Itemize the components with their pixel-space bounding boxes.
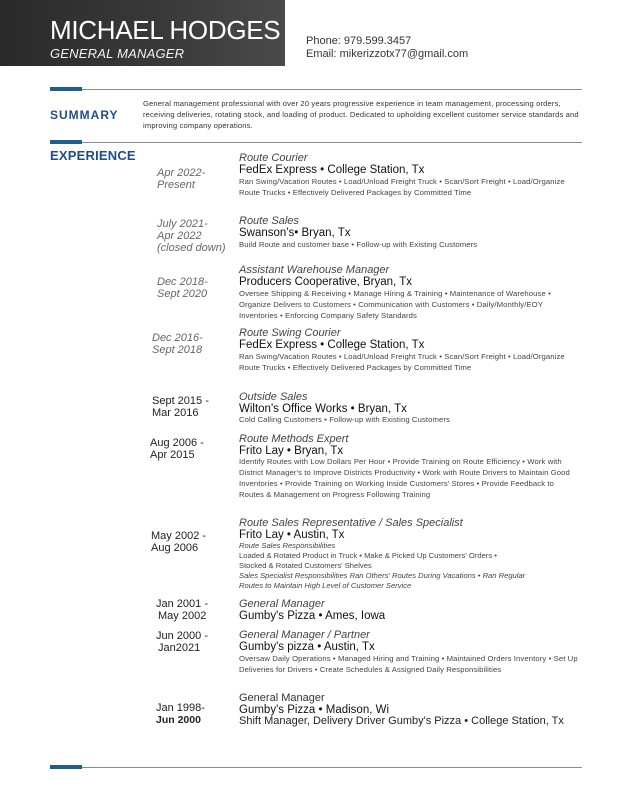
entry-date: Jan 2001 - May 2002 xyxy=(156,598,208,622)
entry-company: FedEx Express • College Station, Tx xyxy=(239,164,425,176)
entry-role: General Manager xyxy=(239,598,325,610)
entry-line: Routes to Maintain High Level of Customer Service xyxy=(239,581,412,590)
entry-date: Jan 1998- Jun 2000 xyxy=(156,702,205,726)
entry-description: Oversee Shipping & Receiving • Manage Hiring & Training • Maintenance of Warehouse • Organize Delivers to Customers • Communication with Customers • Daily/Monthly/EOY Inventories • Enforcing Company Safety Standards xyxy=(239,289,551,320)
contact-info xyxy=(306,35,468,61)
candidate-name: MICHAEL HODGES xyxy=(50,15,281,45)
entry-date: Dec 2016- Sept 2018 xyxy=(152,332,203,356)
summary-top-rule xyxy=(50,89,582,90)
entry-line: Sales Specialist Responsibilities Ran Others' Routes During Vacations • Ran Regular xyxy=(239,571,526,580)
summary-top-accent xyxy=(50,87,82,91)
footer-accent xyxy=(50,765,82,769)
footer-rule xyxy=(50,767,582,768)
entry-company: Gumby's Pizza • Madison, Wi xyxy=(239,704,390,716)
entry-role: General Manager / Partner xyxy=(239,629,370,641)
entry-date: May 2002 - Aug 2006 xyxy=(151,530,207,554)
entry-company: Gumby's Pizza • Ames, Iowa xyxy=(239,610,386,622)
email: Email: mikerizzotx77@gmail.com xyxy=(306,48,469,60)
entry-role: Route Courier xyxy=(239,152,308,164)
entry-company: Swanson's• Bryan, Tx xyxy=(239,227,351,239)
entry-role: Route Sales xyxy=(239,215,299,227)
entry-date: Sept 2015 - Mar 2016 xyxy=(152,395,209,419)
summary-bottom-rule xyxy=(50,142,582,143)
entry-description: Ran Swing/Vacation Routes • Load/Unload Freight Truck • Scan/Sort Freight • Load/Organize Route Trucks • Effectively Delivered Packages by Committed Time xyxy=(239,177,565,197)
entry-role: Route Swing Courier xyxy=(239,327,341,339)
entry-company: Frito Lay • Austin, Tx xyxy=(239,529,345,541)
entry-description: Identify Routes with Low Dollars Per Hour • Provide Training on Route Efficiency • Work with District Manager's to Improve Districts Productivity • Work with Route Drivers to Maintain Good Inventories • Provide Training on Working Inside Customers' Stores • Provide Feedback to Routes & Management on Progress Following Training xyxy=(239,457,570,499)
experience-heading: EXPERIENCE xyxy=(50,148,136,163)
entry-description: Cold Calling Customers • Follow-up with Existing Customers xyxy=(239,415,450,424)
entry-role: General Manager xyxy=(239,692,325,704)
entry-date: July 2021- Apr 2022 (closed down) xyxy=(157,218,226,254)
entry-date: Dec 2018- Sept 2020 xyxy=(157,276,208,300)
phone: Phone: 979.599.3457 xyxy=(306,35,412,47)
entry-role: Route Sales Representative / Sales Specialist xyxy=(239,517,463,529)
summary-text: General management professional with over 20 years progressive experience in team management, processing orders, receiving deliveries, rotating stock, and loading of product. Dedicated to upholding excellent customer service standards and improving company operations. xyxy=(143,99,579,130)
entry-company: Wilton's Office Works • Bryan, Tx xyxy=(239,403,407,415)
entry-role: Route Methods Expert xyxy=(239,433,349,445)
entry-company: FedEx Express • College Station, Tx xyxy=(239,339,425,351)
entry-line: Stocked & Rotated Customers' Shelves xyxy=(239,561,372,570)
entry-date: Apr 2022- Present xyxy=(157,167,206,191)
entry-date: Aug 2006 - Apr 2015 xyxy=(150,437,204,461)
entry-role: Assistant Warehouse Manager xyxy=(239,264,390,276)
entry-description: Oversaw Daily Operations • Managed Hiring and Training • Maintained Orders Inventory • Set Up Deliveries for Drivers • Create Schedules & Assigned Daily Responsibilities xyxy=(239,654,578,674)
entry-company: Frito Lay • Bryan, Tx xyxy=(239,445,344,457)
entry-subheading: Route Sales Responsibilities xyxy=(239,541,336,550)
entry-company: Producers Cooperative, Bryan, Tx xyxy=(239,276,413,288)
summary-heading: SUMMARY xyxy=(50,108,119,122)
entry-description: Build Route and customer base • Follow-up with Existing Customers xyxy=(239,240,478,249)
entry-description: Ran Swing/Vacation Routes • Load/Unload Freight Truck • Scan/Sort Freight • Load/Organize Route Trucks • Effectively Delivered Packages by Committed Time xyxy=(239,352,565,372)
entry-date: Jun 2000 - Jan2021 xyxy=(156,630,208,654)
entry-extra: Shift Manager, Delivery Driver Gumby's Pizza • College Station, Tx xyxy=(239,715,564,727)
entry-line: Loaded & Rotated Product in Truck • Make & Picked Up Customers' Orders • xyxy=(239,551,497,560)
candidate-title: GENERAL MANAGER xyxy=(50,46,185,61)
entry-company: Gumby's pizza • Austin, Tx xyxy=(239,641,375,653)
summary-bottom-accent xyxy=(50,140,82,144)
entry-role: Outside Sales xyxy=(239,391,308,403)
